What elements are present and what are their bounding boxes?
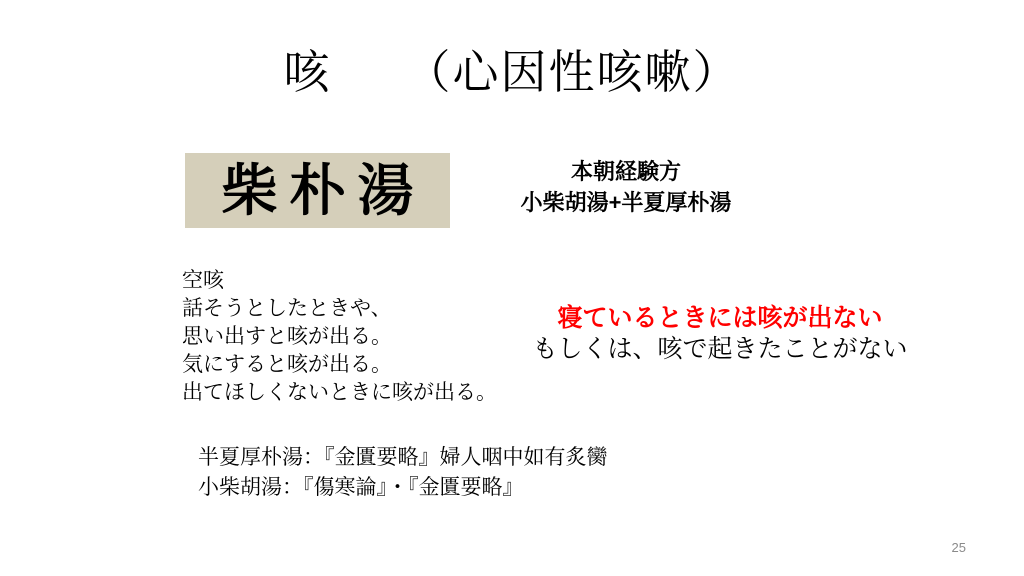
formula-box-label: 柴朴湯: [221, 158, 426, 222]
slide-title: 咳 （心因性咳嗽）: [283, 46, 741, 98]
symptom-line: 話そうとしたときや、: [182, 297, 392, 320]
keypoint-red-line: 寝ているときには咳が出ない: [557, 304, 883, 332]
composition-block: [490, 156, 762, 218]
page-number: 25: [951, 540, 966, 555]
symptoms-block: [182, 267, 497, 407]
keypoint-block: [503, 303, 937, 365]
keypoint-black-line: もしくは、咳で起きたことがない: [532, 335, 908, 363]
composition-source: 本朝経験方: [570, 159, 681, 184]
references-block: [198, 443, 608, 503]
symptom-line: 気にすると咳が出る。: [182, 353, 392, 376]
formula-box: [185, 153, 450, 228]
reference-line: 半夏厚朴湯：『金匱要略』婦人咽中如有炙臠: [198, 446, 608, 469]
composition-formula: 小柴胡湯+半夏厚朴湯: [520, 190, 732, 215]
symptom-line: 思い出すと咳が出る。: [182, 325, 392, 348]
symptom-line: 空咳: [182, 269, 224, 292]
symptom-line: 出てほしくないときに咳が出る。: [182, 381, 497, 404]
reference-line: 小柴胡湯：『傷寒論』・『金匱要略』: [198, 476, 524, 499]
